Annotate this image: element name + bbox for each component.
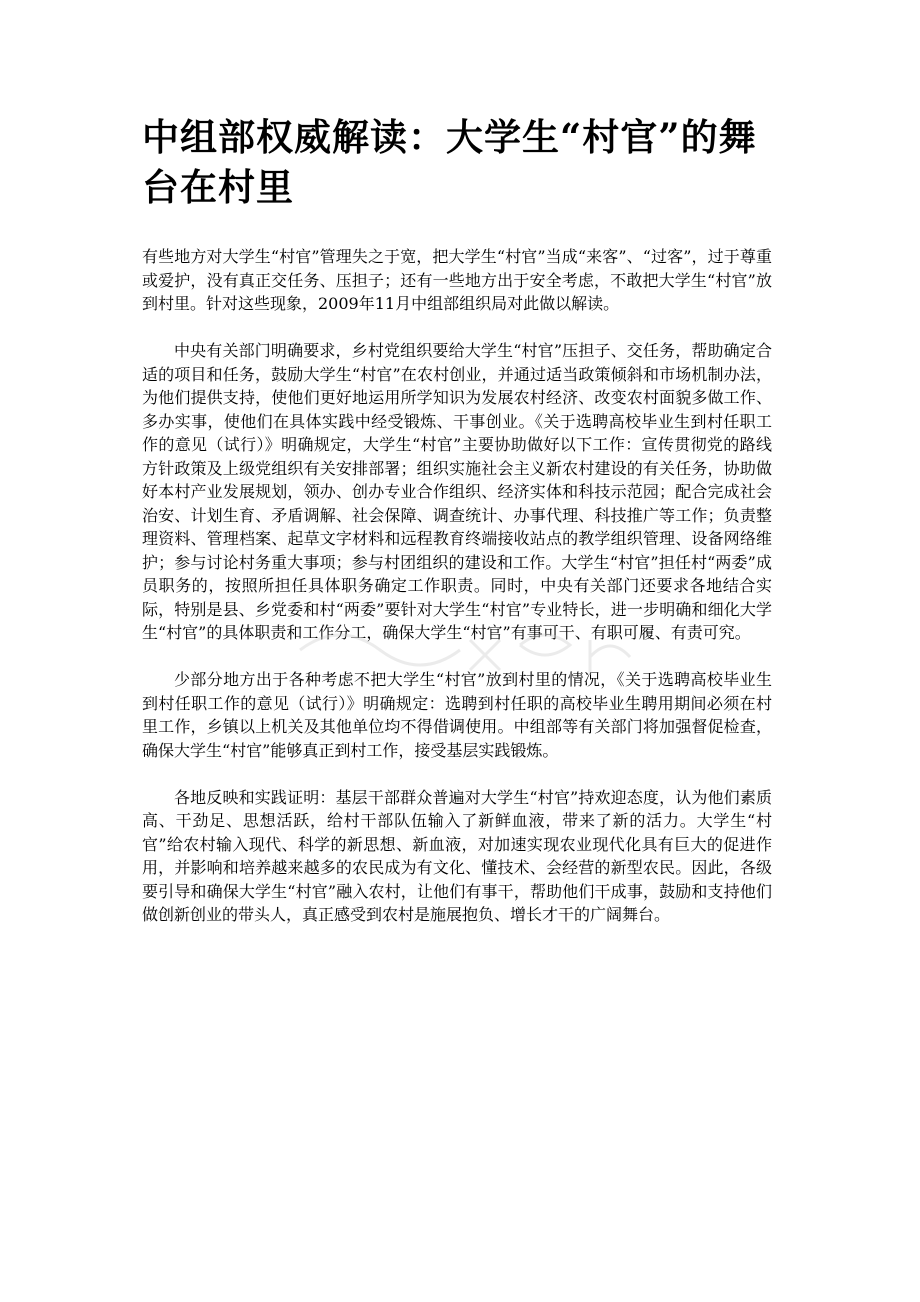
lead-paragraph: 有些地方对大学生“村官”管理失之于宽，把大学生“村官”当成“来客”、“过客”，过于尊重或爱护，没有真正交任务、压担子；还有一些地方出于安全考虑，不敢把大学生“村官”放到村里。针对这些现象，2009年11月中组部组织局对此做以解读。 xyxy=(142,247,772,313)
body-paragraph-3: 各地反映和实践证明：基层干部群众普遍对大学生“村官”持欢迎态度，认为他们素质高、干劲足、思想活跃，给村干部队伍输入了新鲜血液，带来了新的活力。大学生“村官”给农村输入现代、科学的新思想、新血液，对加速实现农业现代化具有巨大的促进作用，并影响和培养越来越多的农民成为有文化、懂技术、会经营的新型农民。因此，各级要引导和确保大学生“村官”融入农村，让他们有事干，帮助他们干成事，鼓励和支持他们做创新创业的带头人，真正感受到农村是施展抱负、增长才干的广阔舞台。 xyxy=(142,787,772,924)
body-paragraph-1: 中央有关部门明确要求，乡村党组织要给大学生“村官”压担子、交任务，帮助确定合适的项目和任务，鼓励大学生“村官”在农村创业，并通过适当政策倾斜和市场机制办法，为他们提供支持，使他们更好地运用所学知识为发展农村经济、改变农村面貌多做工作、多办实事，使他们在具体实践中经受锻炼、干事创业。《关于选聘高校毕业生到村任职工作的意见（试行）》明确规定，大学生“村官”主要协助做好以下工作：宣传贯彻党的路线方针政策及上级党组织有关安排部署；组织实施社会主义新农村建设的有关任务，协助做好本村产业发展规划，领办、创办专业合作组织、经济实体和科技示范园；配合完成社会治安、计划生育、矛盾调解、社会保障、调查统计、办事代理、科技推广等工作；负责整理资料、管理档案、起草文字材料和远程教育终端接收站点的教学组织管理、设备网络维护；参与讨论村务重大事项；参与村团组织的建设和工作。大学生“村官”担任村“两委”成员职务的，按照所担任具体职务确定工作职责。同时，中央有关部门还要求各地结合实际，特别是县、乡党委和村“两委”要针对大学生“村官”专业特长，进一步明确和细化大学生“村官”的具体职责和工作分工，确保大学生“村官”有事可干、有职可履、有责可究。 xyxy=(142,341,772,642)
document-page xyxy=(142,112,772,927)
body-paragraph-2: 少部分地方出于各种考虑不把大学生“村官”放到村里的情况，《关于选聘高校毕业生到村任职工作的意见（试行）》明确规定：选聘到村任职的高校毕业生聘用期间必须在村里工作，乡镇以上机关及其他单位均不得借调使用。中组部等有关部门将加强督促检查，确保大学生“村官”能够真正到村工作，接受基层实践锻炼。 xyxy=(142,670,772,760)
document-title: 中组部权威解读：大学生“村官”的舞台在村里 xyxy=(142,115,757,209)
